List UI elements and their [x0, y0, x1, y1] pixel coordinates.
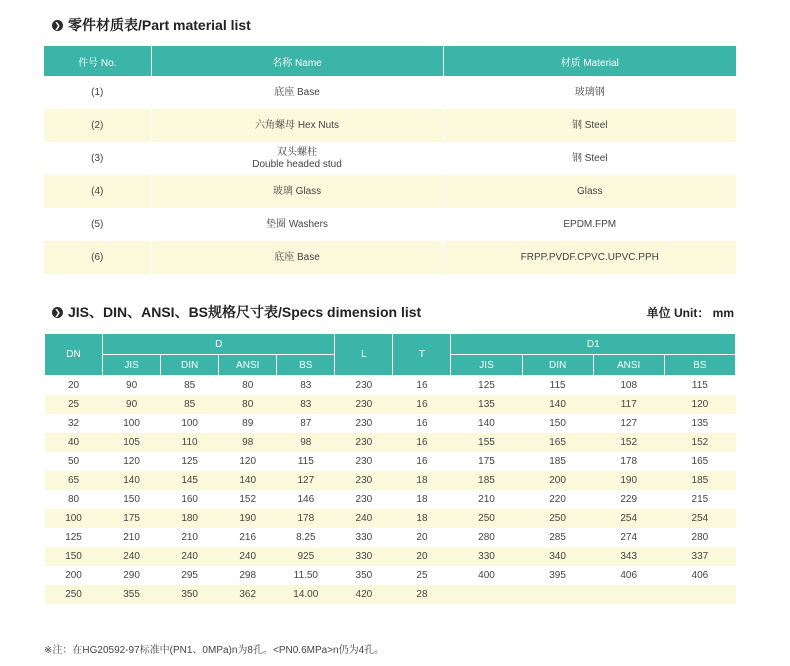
specs-cell-t: 16 [393, 433, 451, 452]
specs-cell-t: 16 [393, 376, 451, 396]
table-row [44, 175, 736, 208]
specs-cell-d-bs: 127 [277, 471, 335, 490]
specs-cell-dn: 125 [45, 528, 103, 547]
specs-cell-dn: 32 [45, 414, 103, 433]
specs-cell-d-din: 295 [161, 566, 219, 585]
specs-cell-t: 25 [393, 566, 451, 585]
specs-cell-t: 16 [393, 452, 451, 471]
footnote: ※注：在HG20592-97标准中(PN1、0MPa)n为8孔。<PN0.6MPa>n仍为4孔。 [44, 645, 385, 656]
chevron-right-icon: ❯ [52, 307, 63, 318]
part-no-cell: (6) [44, 241, 151, 274]
specs-cell-d-jis: 240 [103, 547, 161, 566]
table-row [45, 471, 736, 490]
table-row [44, 142, 736, 175]
specs-cell-d-bs: 146 [277, 490, 335, 509]
specs-cell-d-ansi: 298 [219, 566, 277, 585]
specs-cell-d1-bs: 406 [664, 566, 735, 585]
part-no-cell: (1) [44, 76, 151, 109]
specs-cell-l: 240 [335, 509, 393, 528]
specs-cell-d-bs: 11.50 [277, 566, 335, 585]
specs-cell-d1-din: 115 [522, 376, 593, 396]
header-d1-bs: BS [664, 355, 735, 376]
specs-cell-d1-din: 140 [522, 395, 593, 414]
specs-cell-dn: 80 [45, 490, 103, 509]
specs-cell-l: 230 [335, 414, 393, 433]
header-d-jis: JIS [103, 355, 161, 376]
header-l: L [335, 334, 393, 376]
specs-cell-dn: 100 [45, 509, 103, 528]
specs-cell-d1-ansi: 127 [593, 414, 664, 433]
specs-cell-d-bs: 87 [277, 414, 335, 433]
header-d1-ansi: ANSI [593, 355, 664, 376]
specs-cell-d1-bs: 254 [664, 509, 735, 528]
specs-cell-d1-jis: 155 [451, 433, 522, 452]
specs-cell-d-ansi: 152 [219, 490, 277, 509]
part-name-cell [151, 76, 443, 109]
specs-cell-t: 18 [393, 509, 451, 528]
table-row [45, 547, 736, 566]
specs-cell-t: 20 [393, 547, 451, 566]
specs-cell-d1-din [522, 585, 593, 604]
specs-cell-d1-jis: 280 [451, 528, 522, 547]
specs-cell-d1-jis: 175 [451, 452, 522, 471]
specs-cell-d1-jis: 140 [451, 414, 522, 433]
header-d-ansi: ANSI [219, 355, 277, 376]
part-material-cell: Glass [443, 175, 736, 208]
header-d: D [103, 334, 335, 355]
specs-cell-d1-jis [451, 585, 522, 604]
table-row [45, 566, 736, 585]
specs-cell-d1-ansi: 190 [593, 471, 664, 490]
specs-cell-d1-ansi: 274 [593, 528, 664, 547]
part-material-cell: 玻璃钢 [443, 76, 736, 109]
specs-cell-t: 28 [393, 585, 451, 604]
specs-cell-t: 18 [393, 471, 451, 490]
specs-cell-d-jis: 210 [103, 528, 161, 547]
table-row [45, 433, 736, 452]
part-no-cell: (4) [44, 175, 151, 208]
specs-cell-d1-bs: 165 [664, 452, 735, 471]
header-dn: DN [45, 334, 103, 376]
header-d-bs: BS [277, 355, 335, 376]
header-t: T [393, 334, 451, 376]
specs-cell-d1-bs: 337 [664, 547, 735, 566]
specs-cell-d1-ansi: 117 [593, 395, 664, 414]
specs-cell-d-bs: 8.25 [277, 528, 335, 547]
header-d1: D1 [451, 334, 736, 355]
header-name: 名称 Name [151, 46, 443, 76]
specs-cell-d-ansi: 80 [219, 395, 277, 414]
specs-cell-d-jis: 150 [103, 490, 161, 509]
specs-cell-t: 20 [393, 528, 451, 547]
table-row [45, 490, 736, 509]
specs-cell-d1-bs: 152 [664, 433, 735, 452]
part-no-cell: (3) [44, 142, 151, 175]
specs-cell-d-din: 145 [161, 471, 219, 490]
part-name-text: 垫圈 Washers [266, 218, 328, 230]
unit-label: 单位 Unit： mm [646, 306, 734, 320]
specs-cell-d1-ansi: 406 [593, 566, 664, 585]
specs-cell-l: 330 [335, 547, 393, 566]
part-material-cell: EPDM.FPM [443, 208, 736, 241]
specs-cell-d-jis: 105 [103, 433, 161, 452]
specs-cell-dn: 50 [45, 452, 103, 471]
specs-cell-d-jis: 290 [103, 566, 161, 585]
part-name-cell [151, 241, 443, 274]
table-row [45, 395, 736, 414]
specs-cell-d1-jis: 135 [451, 395, 522, 414]
specs-cell-t: 16 [393, 395, 451, 414]
specs-cell-l: 230 [335, 433, 393, 452]
specs-cell-l: 230 [335, 395, 393, 414]
specs-cell-d1-jis: 250 [451, 509, 522, 528]
header-d-din: DIN [161, 355, 219, 376]
specs-cell-d1-ansi: 343 [593, 547, 664, 566]
specs-cell-t: 18 [393, 490, 451, 509]
specs-cell-d-ansi: 216 [219, 528, 277, 547]
table-row [45, 528, 736, 547]
part-material-cell: 钢 Steel [443, 109, 736, 142]
specs-cell-d1-jis: 400 [451, 566, 522, 585]
specs-cell-d1-din: 150 [522, 414, 593, 433]
part-name-text: 底座 Base [274, 86, 320, 98]
specs-cell-d-jis: 355 [103, 585, 161, 604]
header-d1-jis: JIS [451, 355, 522, 376]
specs-cell-l: 350 [335, 566, 393, 585]
specs-cell-d-din: 240 [161, 547, 219, 566]
chevron-right-icon: ❯ [52, 20, 63, 31]
specs-cell-l: 230 [335, 471, 393, 490]
specs-cell-d1-bs: 185 [664, 471, 735, 490]
specs-cell-dn: 150 [45, 547, 103, 566]
part-material-cell: 钢 Steel [443, 142, 736, 175]
table-row [44, 208, 736, 241]
specs-cell-d-din: 125 [161, 452, 219, 471]
specs-cell-dn: 20 [45, 376, 103, 396]
part-name-cell [151, 175, 443, 208]
part-material-title-text: 零件材质表/Part material list [68, 17, 251, 33]
specs-cell-d-jis: 175 [103, 509, 161, 528]
specs-cell-d1-bs: 115 [664, 376, 735, 396]
part-name-text: 玻璃 Glass [272, 185, 322, 197]
part-name-text: 双头螺柱 [277, 146, 317, 158]
specs-cell-d-ansi: 80 [219, 376, 277, 396]
part-name-secondary-text: Double headed stud [252, 158, 342, 170]
specs-cell-dn: 200 [45, 566, 103, 585]
specs-cell-d-din: 350 [161, 585, 219, 604]
specs-cell-d1-din: 340 [522, 547, 593, 566]
specs-cell-d1-ansi [593, 585, 664, 604]
part-no-cell: (2) [44, 109, 151, 142]
part-material-title [52, 15, 251, 35]
specs-cell-d-bs: 83 [277, 395, 335, 414]
specs-cell-d1-din: 185 [522, 452, 593, 471]
specs-cell-d1-din: 220 [522, 490, 593, 509]
header-no: 件号 No. [44, 46, 151, 76]
part-name-cell [151, 208, 443, 241]
table-row [45, 585, 736, 604]
specs-cell-d-din: 210 [161, 528, 219, 547]
specs-cell-l: 230 [335, 376, 393, 396]
specs-cell-d1-bs: 135 [664, 414, 735, 433]
specs-cell-d-din: 85 [161, 376, 219, 396]
header-material: 材质 Material [443, 46, 736, 76]
specs-cell-d-bs: 83 [277, 376, 335, 396]
specs-cell-d1-bs [664, 585, 735, 604]
table-row [45, 509, 736, 528]
table-row [45, 414, 736, 433]
specs-cell-d-bs: 178 [277, 509, 335, 528]
specs-cell-d1-din: 200 [522, 471, 593, 490]
part-material-table [44, 46, 736, 274]
specs-cell-d1-ansi: 108 [593, 376, 664, 396]
specs-title [52, 302, 421, 322]
specs-title-text: JIS、DIN、ANSI、BS规格尺寸表/Specs dimension list [68, 304, 422, 320]
specs-cell-l: 230 [335, 452, 393, 471]
specs-cell-d-din: 100 [161, 414, 219, 433]
specs-cell-d-ansi: 89 [219, 414, 277, 433]
specs-dimension-table [44, 333, 736, 604]
specs-cell-d-jis: 140 [103, 471, 161, 490]
specs-cell-d-ansi: 120 [219, 452, 277, 471]
specs-cell-d-din: 110 [161, 433, 219, 452]
specs-cell-d-ansi: 240 [219, 547, 277, 566]
specs-cell-d1-jis: 210 [451, 490, 522, 509]
specs-cell-d1-jis: 330 [451, 547, 522, 566]
specs-cell-l: 330 [335, 528, 393, 547]
specs-cell-d-din: 160 [161, 490, 219, 509]
specs-cell-d1-ansi: 178 [593, 452, 664, 471]
specs-cell-d1-din: 165 [522, 433, 593, 452]
specs-cell-d1-ansi: 229 [593, 490, 664, 509]
table-row [45, 376, 736, 396]
specs-cell-l: 420 [335, 585, 393, 604]
header-d1-din: DIN [522, 355, 593, 376]
table-row [45, 452, 736, 471]
specs-cell-d1-jis: 185 [451, 471, 522, 490]
part-name-cell [151, 109, 443, 142]
specs-cell-d-jis: 120 [103, 452, 161, 471]
specs-cell-d-din: 85 [161, 395, 219, 414]
specs-cell-d1-din: 250 [522, 509, 593, 528]
part-name-text: 六角螺母 Hex Nuts [255, 119, 339, 131]
part-no-cell: (5) [44, 208, 151, 241]
specs-cell-d-ansi: 362 [219, 585, 277, 604]
specs-cell-d1-bs: 280 [664, 528, 735, 547]
specs-cell-dn: 65 [45, 471, 103, 490]
table-row [44, 109, 736, 142]
part-name-cell [151, 142, 443, 175]
specs-cell-d-din: 180 [161, 509, 219, 528]
specs-cell-d1-bs: 215 [664, 490, 735, 509]
specs-cell-d-jis: 90 [103, 376, 161, 396]
specs-cell-dn: 25 [45, 395, 103, 414]
specs-cell-d-jis: 90 [103, 395, 161, 414]
specs-cell-dn: 40 [45, 433, 103, 452]
table-row [44, 76, 736, 109]
specs-cell-d-bs: 98 [277, 433, 335, 452]
table-row [44, 241, 736, 274]
specs-cell-t: 16 [393, 414, 451, 433]
part-table-header [44, 46, 736, 76]
specs-cell-d-jis: 100 [103, 414, 161, 433]
specs-cell-d-ansi: 98 [219, 433, 277, 452]
specs-cell-d-ansi: 140 [219, 471, 277, 490]
specs-cell-d1-ansi: 254 [593, 509, 664, 528]
specs-cell-d1-din: 395 [522, 566, 593, 585]
specs-cell-d-bs: 925 [277, 547, 335, 566]
specs-cell-d1-jis: 125 [451, 376, 522, 396]
specs-cell-l: 230 [335, 490, 393, 509]
specs-cell-d1-bs: 120 [664, 395, 735, 414]
specs-cell-d-ansi: 190 [219, 509, 277, 528]
specs-cell-d1-ansi: 152 [593, 433, 664, 452]
specs-cell-d1-din: 285 [522, 528, 593, 547]
specs-cell-d-bs: 115 [277, 452, 335, 471]
part-name-text: 底座 Base [274, 251, 320, 263]
specs-header-row-1 [45, 334, 736, 355]
specs-cell-d-bs: 14.00 [277, 585, 335, 604]
specs-cell-dn: 250 [45, 585, 103, 604]
part-material-cell: FRPP.PVDF.CPVC.UPVC.PPH [443, 241, 736, 274]
